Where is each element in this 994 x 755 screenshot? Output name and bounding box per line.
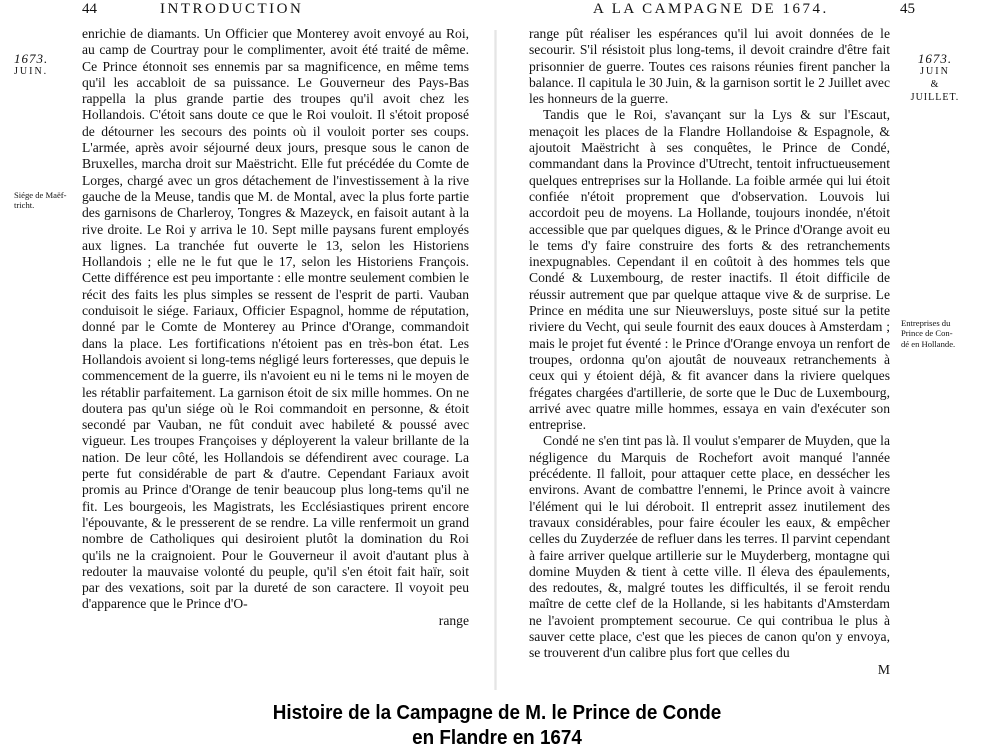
- right-text-column: [529, 26, 890, 678]
- caption-line: Histoire de la Campagne de M. le Prince de Conde: [272, 701, 722, 724]
- right-paragraph: Condé ne s'en tint pas là. Il voulut s'emparer de Muyden, que la négligence du Marquis de Rochefort avoit manqué l'année précédente. Il falloit, pour attaquer cette place, en dessécher les environs. Avant de combattre l'ennemi, le Prince avoit à vaincre l'élément qui le lui déroboit. Il entreprit assez inutilement des travaux considérables, pour faire écouler les eaux, & empêcher celles du Zuyderzée de refluer dans les terres. Il parvint cependant à faire arriver quelque artillerie sur le Muyderberg, montagne qui domine Muyden & tient à cette ville. Il éleva des épaulements, des redoutes, &, malgré toutes les difficultés, il se feroit rendu maître de cette clef de la Hollande, si les habitants d'Amsterdam ne l'avoient promptement secourue. Ce qui contribua le plus à sauver cette place, c'est que les pieces de canon qu'on y envoya, se trouverent d'un calibre plus fort que celles du: [529, 433, 890, 661]
- right-margin-year: 1673. JUIN & JUILLET.: [910, 51, 960, 103]
- left-running-head: INTRODUCTION: [160, 1, 304, 17]
- left-page-number: 44: [82, 1, 97, 17]
- left-catchword: range: [438, 612, 469, 628]
- left-margin-year: 1673. JUIN.: [14, 51, 49, 77]
- left-margin-note: Siége de Maëf- tricht.: [14, 190, 67, 211]
- caption-line: en Flandre en 1674: [412, 726, 582, 749]
- right-page-number: 45: [900, 1, 915, 17]
- right-margin-note: Entreprises du Prince de Con- dé en Hollande.: [901, 318, 956, 349]
- image-caption: [40, 700, 954, 750]
- right-running-head: A LA CAMPAGNE DE 1674.: [593, 1, 829, 17]
- left-paragraph: enrichie de diamants. Un Officier que Monterey avoit envoyé au Roi, au camp de Courtray pour le complimenter, avoit été traité de même. Ce Prince étonnoit ses ennemis par sa magnificence, en même tems qu'il les accabloit de sa puissance. Le Gouverneur des Pays-Bas rappella la plus grande partie des troupes qu'il avoit chez les Hollandois. C'étoit sans doute ce que le Roi vouloit. Il s'étoit proposé de détourner les secours des points où il vouloit porter ses coups. L'armée, après avoir séjourné deux jours, presque sous le canon de Bruxelles, marcha droit sur Maëstricht. Elle fut précédée du Comte de Lorges, chargé avec un gros détachement de l'investissement à la rive gauche de la Meuse, tandis que M. de Montal, avec la plus forte partie des garnisons de Charleroy, Tongres & Mazeyck, en faisoit autant à la rive droite. Le Roi y arriva le 10. Sept mille paysans furent employés aux lignes. La tranchée fut ouverte le 13, selon les Historiens Hollandois ; elle ne le fut que le 17, selon les Historiens François. Cette différence est peu importante : elle montre seulement combien le récit des faits les plus simples se ressent de l'esprit de parti. Vauban conduisoit le siége. Fariaux, Officier Espagnol, homme de réputation, donné par le Comte de Monterey au Prince d'Orange, commandoit dans la place. Les fortifications n'étoient pas en très-bon état. Les Hollandois avoient si long-tems négligé leurs forteresses, que depuis le commencement de la guerre, ils n'avoient eu ni le tems ni le moyen de les rétablir parfaitement. La garnison étoit de six mille hommes. On ne doutera pas qu'un siége où le Roi commandoit en personne, & étoit secondé par Vauban, ne fût conduit avec habileté & poussé avec vigueur. Les troupes Françoises y déployerent la valeur brillante de la nation. De leur côté, les Hollandois se défendirent avec courage. La perte fut considérable de part & d'autre. Cependant Fariaux avoit promis au Prince d'Orange de tenir beaucoup plus long-tems qu'il ne fit. Les bourgeois, les Magistrats, les Ecclésiastiques prirent encore l'épouvante, & le presserent de se rendre. La ville renfermoit un grand nombre de Catholiques qui desiroient plutôt la domination du Roi qu'ils ne la craignoient. Pour le Gouverneur il avoit d'autant plus à redouter la mauvaise volonté du peuple, qu'il s'en étoit fait haïr, soit par des vexations, soit par la dureté de son caractere. Il voyoit peu d'apparence que le Prince d'O-: [82, 26, 469, 612]
- right-paragraph: range pût réaliser les espérances qu'il lui avoit données de le secourir. S'il résistoit plus long-tems, il devoit craindre d'être fait prisonnier de guerre. Toutes ces raisons réunies firent pancher la balance. Il capitula le 30 Juin, & la garnison sortit le 2 Juillet avec les honneurs de la guerre.: [529, 26, 890, 107]
- right-page: [497, 0, 994, 700]
- right-paragraph: Tandis que le Roi, s'avançant sur la Lys & sur l'Escaut, menaçoit les places de la Flandre Hollandoise & Espagnole, & ajoutoit Maëstricht à ses conquêtes, le Prince de Condé, commandant dans la Province d'Utrecht, tentoit infructueusement quelques entreprises sur la Hollande. La foible armée qui lui étoit confiée n'étoit proprement que d'observation. Louvois lui accordoit peu de moyens. La Hollande, toujours inondée, n'étoit accessible que par quelques digues, & le Prince d'Orange avoit eu le tems d'y faire construire des forts & des retranchements inexpugnables. Cependant il en coûtoit à des hommes tels que Condé & Luxembourg, de rester inactifs. Il étoit difficile de réussir autrement que par quelque attaque vive & de surprise. Le Prince en médita une sur Nieuwersluys, poste situé sur la petite riviere du Vecht, qui seule fournit des eaux douces à Amsterdam ; mais le projet fut éventé : le Prince d'Orange envoya un renfort de troupes, ordonna qu'on ajoutât de nouveaux retranchements à ceux qui y étoient déjà, & fit avancer dans la riviere quelques frégates chargées d'artillerie, de sorte que le Duc de Luxembourg, arrivé avec quatre mille hommes, essaya en vain d'exécuter son entreprise.: [529, 107, 890, 433]
- left-text-column: [82, 26, 469, 629]
- left-page: [0, 0, 497, 700]
- right-catchword: M: [877, 661, 890, 677]
